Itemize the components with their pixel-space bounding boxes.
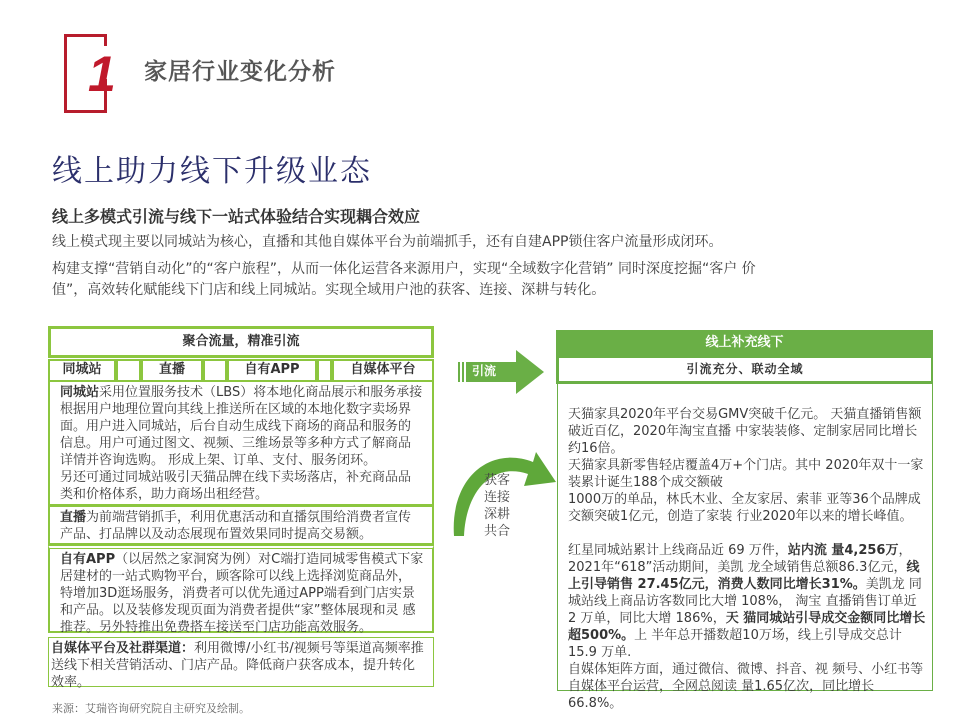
subheading: 线上多模式引流与线下一站式体验结合实现耦合效应	[52, 207, 421, 226]
section-badge-frame-top	[64, 34, 107, 37]
block-own-app	[48, 545, 434, 633]
block-text: 为前端营销抓手，利用优惠活动和直播氛围给消费者宣传 产品、打品牌以及动态展现布置效果同时提高交易额。	[60, 510, 412, 542]
block-text: （以居然之家洞窝为例）对C端打造同城零售模式下家 居建材的一站式购物平台，顾客除可以线上选择浏览商品外， 特增加3D逛场服务，消费者可以优先通过APP端看到门店实景 和产品。以及装修发现页面为消费者提供“家”整体展现和灵 感推荐。另外特推出免费搭车接送至门店功能高效服务。	[60, 552, 424, 635]
right-panel-subtitle: 引流充分、联动全域	[559, 358, 931, 381]
channel-tab-row	[48, 359, 434, 381]
block-label: 同城站	[60, 385, 100, 400]
right-paragraph-2: 天猫家具新零售轻店覆盖4万+个门店。其中 2020年双十一家装累计诞生188个成交额破	[568, 458, 924, 490]
text-run-bold: 天 猫同城站引导成交金额同比增长超500%。	[568, 611, 926, 643]
block-label: 直播	[60, 510, 87, 525]
right-panel-subtitle-frame	[556, 356, 933, 384]
text-run-bold: 线上引导销售 27.45亿元，消费人数同比增长31%。	[568, 560, 920, 592]
cycle-line: 共合	[483, 524, 510, 539]
right-panel-title: 线上补充线下	[556, 330, 933, 356]
channel-tab-spacer	[203, 359, 227, 381]
right-paragraph-3: 1000万的单品，林氏木业、全友家居、索菲 亚等36个品牌成交额突破1亿元，创造了家装 行业2020年以来的增长峰值。	[568, 492, 921, 524]
block-label: 自媒体平台及社群渠道：	[51, 641, 195, 656]
text-run: 红星同城站累计上线商品近 69 万件，	[568, 543, 788, 558]
left-panel-title: 聚合流量，精准引流	[48, 326, 434, 358]
text-run: ，2021年“618”活动期间，美凯 龙全域销售总额86.3亿元，	[568, 543, 912, 575]
intro-paragraph-1: 线上模式现主要以同城站为核心，直播和其他自媒体平台为前端抓手，还有自建APP锁住客户流量形成闭环。	[52, 234, 723, 250]
block-text-2: 另还可通过同城站吸引天猫品牌在线下卖场落店，补充商品品 类和价格体系，助力商场出租经营。	[60, 470, 412, 502]
cycle-line: 深耕	[483, 507, 510, 522]
section-title: 家居行业变化分析	[144, 59, 336, 85]
channel-tab-tongchengzhan: 同城站	[48, 359, 116, 381]
block-zhibo	[48, 505, 434, 545]
block-text: 采用位置服务技术（LBS）将本地化商品展示和服务承接 根据用户地理位置向其线上推送所在区域的本地化数字卖场界 面。用户进入同城站，后台自动生成线下商场的商品和服务的 信息。用户可通过图文、视频、三维场景等多种方式了解商品 详情并咨询选购。 形成上架、订单、支付、服务闭环。	[60, 385, 423, 468]
channel-tab-spacer	[116, 359, 141, 381]
intro-paragraph-2-line-1: 构建支撑“营销自动化”的“客户旅程”，从而一体化运营各来源用户，实现“全域数字化营销” 同时深度挖掘“客户 价	[52, 261, 756, 277]
cycle-label	[482, 472, 512, 540]
block-tongchengzhan	[48, 380, 434, 506]
intro-paragraph-2-line-2: 值”，高效转化赋能线下门店和线上同城站。实现全域用户池的获客、连接、深耕与转化。	[52, 282, 606, 298]
right-paragraph-1: 天猫家具2020年平台交易GMV突破千亿元。 天猫直播销售额破近百亿，2020年淘宝直播 中家装装修、定制家居同比增长约16倍。	[568, 407, 922, 456]
channel-tab-self-media: 自媒体平台	[332, 359, 434, 381]
flow-arrow-label: 引流	[472, 364, 497, 378]
block-label: 自有APP	[60, 552, 116, 567]
section-badge-frame-bottom	[64, 110, 107, 113]
text-run-bold: 站内流 量4,256万	[787, 543, 899, 558]
channel-tab-zhibo: 直播	[141, 359, 203, 381]
cycle-line: 获客	[483, 473, 510, 488]
page-title: 线上助力线下升级业态	[52, 154, 372, 189]
right-paragraph-4	[568, 542, 926, 661]
block-text: 利用微博/小红书/视频号等渠道高频率推送线下相关营销活动、门店产品。降低商户获客成本，提升转化效率。	[51, 641, 424, 690]
channel-tab-spacer	[317, 359, 332, 381]
block-self-media	[48, 637, 434, 690]
text-run: 上 半年总开播数超10万场，线上引导成交总计15.9 万单.	[568, 628, 902, 660]
text-run: 美凯龙 同城站线上商品访客数同比大增 108%， 淘宝 直播销售订单近 2 万单，同比大增 186%，	[568, 577, 922, 626]
section-number: 1	[88, 46, 116, 102]
cycle-line: 连接	[483, 490, 510, 505]
section-badge-frame-left	[64, 34, 67, 113]
right-panel-body	[557, 384, 933, 711]
source-note: 来源：艾瑞咨询研究院自主研究及绘制。	[52, 702, 250, 715]
channel-tab-own-app: 自有APP	[227, 359, 317, 381]
right-paragraph-5: 自媒体矩阵方面，通过微信、微博、抖音、视 频号、小红书等自媒体平台运营，全网总阅读 量1.65亿次，同比增长66.8%。	[568, 662, 924, 711]
